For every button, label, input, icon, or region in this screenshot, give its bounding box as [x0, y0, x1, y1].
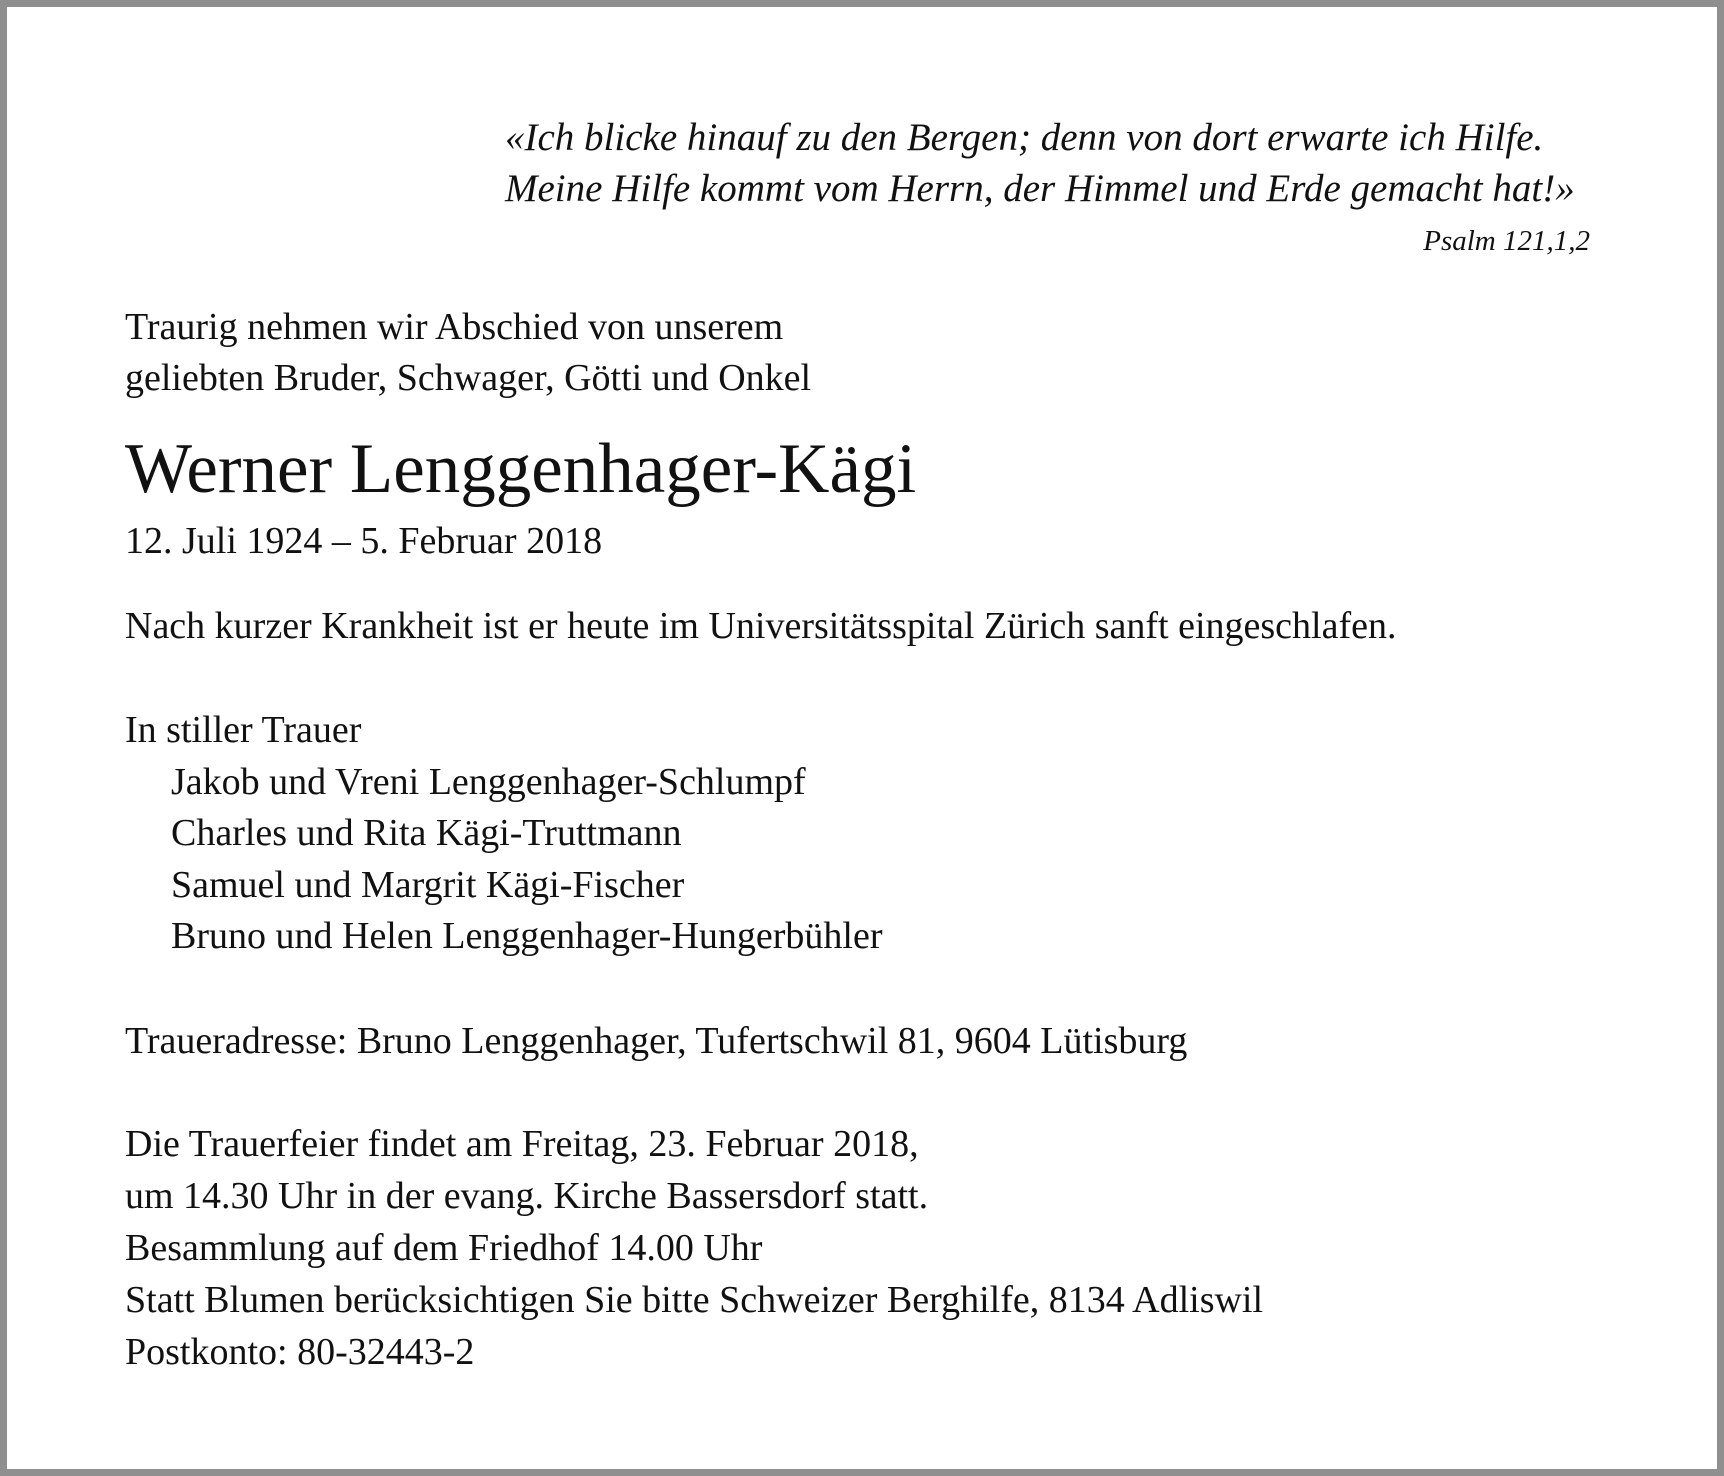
ceremony-line: Die Trauerfeier findet am Freitag, 23. Februar 2018,: [125, 1123, 919, 1165]
ceremony-line: um 14.30 Uhr in der evang. Kirche Bassersdorf statt.: [125, 1175, 929, 1217]
deceased-name: Werner Lenggenhager-Kägi: [125, 430, 917, 508]
mourner-entry: Samuel und Margrit Kägi-Fischer: [171, 863, 685, 906]
mourner-entry: Jakob und Vreni Lenggenhager-Schlumpf: [171, 760, 806, 803]
mourning-address: Traueradresse: Bruno Lenggenhager, Tufertschwil 81, 9604 Lütisburg: [125, 1020, 1188, 1062]
farewell-intro: [125, 302, 811, 404]
mourners-section: [125, 705, 883, 963]
psalm-quote-line: Meine Hilfe kommt vom Herrn, der Himmel und Erde gemacht hat!»: [505, 167, 1575, 210]
passing-message: Nach kurzer Krankheit ist er heute im Universitätsspital Zürich sanft eingeschlafen.: [125, 605, 1397, 647]
farewell-intro-line: Traurig nehmen wir Abschied von unserem: [125, 306, 784, 348]
ceremony-details: [125, 1118, 1263, 1378]
mourners-list: [125, 757, 883, 963]
life-dates: 12. Juli 1924 – 5. Februar 2018: [125, 520, 603, 562]
farewell-intro-line: geliebten Bruder, Schwager, Götti und Onkel: [125, 357, 812, 399]
mourner-entry: Charles und Rita Kägi-Truttmann: [171, 812, 682, 854]
psalm-quote-line: «Ich blicke hinauf zu den Bergen; denn von dort erwarte ich Hilfe.: [505, 116, 1544, 159]
mourner-entry: Bruno und Helen Lenggenhager-Hungerbühler: [171, 915, 883, 957]
donation-note: Statt Blumen berücksichtigen Sie bitte Schweizer Berghilfe, 8134 Adliswil: [125, 1279, 1264, 1321]
postal-account: Postkonto: 80-32443-2: [125, 1331, 475, 1373]
mourners-heading: In stiller Trauer: [125, 709, 362, 751]
psalm-quote: [505, 112, 1575, 214]
psalm-reference: Psalm 121,1,2: [1423, 225, 1590, 257]
ceremony-line: Besammlung auf dem Friedhof 14.00 Uhr: [125, 1227, 763, 1269]
